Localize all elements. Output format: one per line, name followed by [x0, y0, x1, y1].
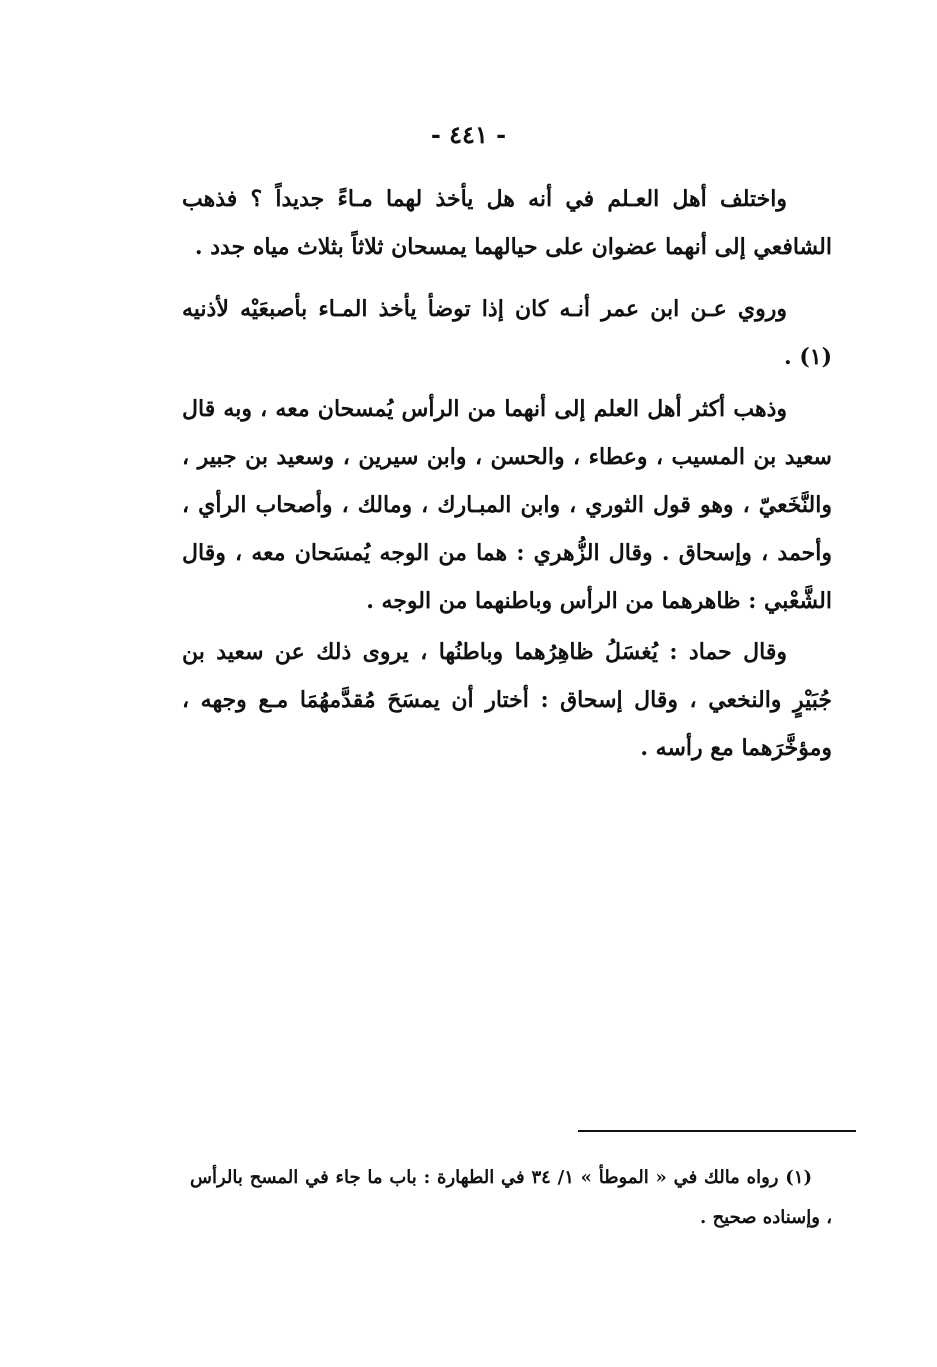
paragraph-text: وقال حماد : يُغسَلُ ظاهِرُهما وباطنُها ، يروى ذلك عن سعيد بن جُبَيْرٍ والنخعي ، وقال إسحاق : أختار أن يمسَحَ مُقدَّمهُمَا مـع وجهه ، ومؤخَّرَهما مع رأسه . — [182, 639, 832, 761]
paragraph-ibn-umar-narration — [182, 285, 832, 381]
page-number: - ٤٤١ - — [430, 120, 507, 149]
paragraph-text: وروي عـن ابن عمر أنـه كان إذا توضأ يأخذ المـاء بأصبعَيْه لأذنيه (١) . — [182, 296, 832, 370]
paragraph-majority-opinion — [182, 385, 832, 625]
paragraph-ears-separate-water — [182, 175, 832, 271]
footnote-divider — [578, 1130, 856, 1132]
paragraph-text: وذهب أكثر أهل العلم إلى أنهما من الرأس يُمسحان معه ، وبه قال سعيد بن المسيب ، وعطاء ، والحسن ، وابن سيرين ، وسعيد بن جبير ، والنَّخَعيّ ، وهو قول الثوري ، وابن المبـارك ، ومالك ، وأصحاب الرأي ، وأحمد ، وإسحاق . وقال الزُّهري : هما من الوجه يُمسَحان معه ، وقال الشَّعْبي : ظاهرهما من الرأس وباطنهما من الوجه . — [182, 396, 832, 614]
paragraph-hammad-opinion — [182, 628, 832, 772]
paragraph-text: واختلف أهل العـلم في أنه هل يأخذ لهما مـاءً جديداً ؟ فذهب الشافعي إلى أنهما عضوان على حيالهما يمسحان ثلاثاً بثلاث مياه جدد . — [182, 186, 832, 260]
footnote: (١) رواه مالك في « الموطأ » ١/ ٣٤ في الطهارة : باب ما جاء في المسح بالرأس ، وإسناده صحيح . — [190, 1167, 832, 1228]
